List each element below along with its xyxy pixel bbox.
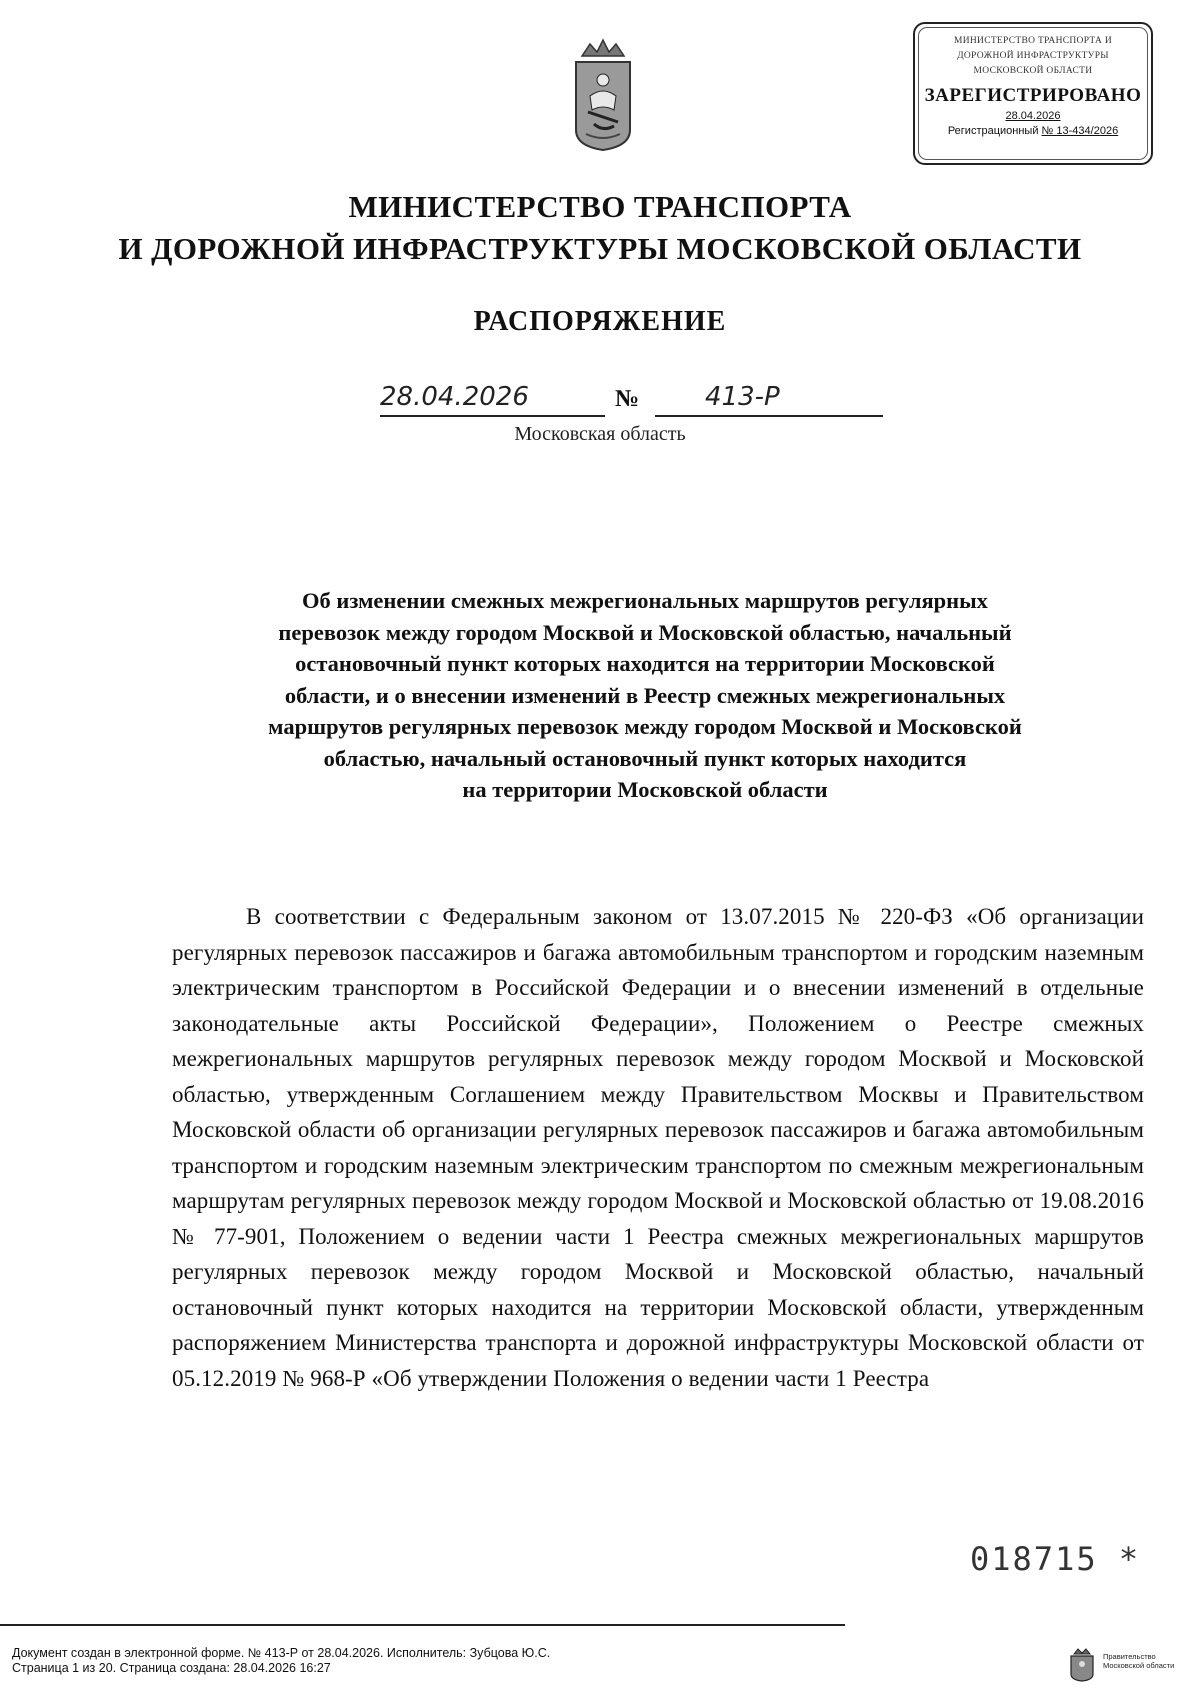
handwritten-number: 413-Р xyxy=(705,382,780,412)
footer-info xyxy=(12,1646,550,1676)
number-underline xyxy=(655,415,883,417)
registration-stamp xyxy=(913,22,1153,165)
date-number-line xyxy=(380,382,890,422)
place-of-issue: Московская область xyxy=(514,423,686,445)
footer-divider xyxy=(0,1624,845,1626)
footer-line-1: Документ создан в электронной форме. № 413-Р от 28.04.2026. Исполнитель: Зубцова Ю.С. xyxy=(12,1646,551,1660)
footer-line-2: Страница 1 из 20. Страница создана: 28.04.2026 16:27 xyxy=(12,1661,331,1675)
subject-line: областью, начальный остановочный пункт которых находится xyxy=(323,745,967,771)
stamp-org-line-3: МОСКОВСКОЙ ОБЛАСТИ xyxy=(973,66,1093,76)
subject-line: перевозок между городом Москвой и Московской областью, начальный xyxy=(278,619,1012,645)
date-underline xyxy=(380,415,605,417)
body-paragraph: В соответствии с Федеральным законом от 13.07.2015 № 220-ФЗ «Об организации регулярных перевозок пассажиров и багажа автомобильным транспортом и городским наземным электрическим транспортом в Российской Федерации и о внесении изменений в отдельные законодательные акты Российской Федерации», Положением о Реестре смежных межрегиональных маршрутов регулярных перевозок между городом Москвой и Московской областью, утвержденным Соглашением между Правительством Москвы и Правительством Московской области об организации регулярных перевозок пассажиров и багажа автомобильным транспортом и городским наземным электрическим транспортом по смежным межрегиональным маршрутам регулярных перевозок между городом Москвой и Московской областью от 19.08.2016 № 77-901, Положением о ведении части 1 Реестра смежных межрегиональных маршрутов регулярных перевозок между городом Москвой и Московской областью, начальный остановочный пункт которых находится на территории Московской области, утвержденным распоряжением Министерства транспорта и дорожной инфраструктуры Московской области от 05.12.2019 № 968-Р «Об утверждении Положения о ведении части 1 Реестра xyxy=(172,904,1144,1391)
stamp-date: 28.04.2026 xyxy=(1005,110,1061,122)
stamp-org-line-1: МИНИСТЕРСТВО ТРАНСПОРТА И xyxy=(953,36,1113,46)
government-emblem-icon xyxy=(1068,1646,1096,1682)
subject-line: на территории Московской области xyxy=(462,777,828,802)
ministry-title-line-2: И ДОРОЖНОЙ ИНФРАСТРУКТУРЫ МОСКОВСКОЙ ОБЛАСТИ xyxy=(118,231,1082,266)
number-sign: № xyxy=(615,386,640,412)
footer-org-line-2: Московской области xyxy=(1103,1661,1175,1670)
footer-org-line-1: Правительство xyxy=(1103,1652,1156,1661)
stamp-status: ЗАРЕГИСТРИРОВАНО xyxy=(924,85,1142,106)
document-type-title: РАСПОРЯЖЕНИЕ xyxy=(473,306,727,337)
coat-of-arms-icon xyxy=(568,34,638,154)
subject-line: области, и о внесении изменений в Реестр смежных межрегиональных xyxy=(284,682,1006,708)
serial-number: 018715 * xyxy=(970,1540,1141,1578)
handwritten-date: 28.04.2026 xyxy=(380,382,529,412)
stamp-reg-label: Регистрационный xyxy=(947,125,1039,137)
stamp-reg-number: № 13-434/2026 xyxy=(1041,125,1119,137)
footer-org-name xyxy=(1103,1652,1193,1670)
stamp-registration xyxy=(915,125,1151,137)
order-subject xyxy=(160,585,1130,806)
subject-line: остановочный пункт которых находится на территории Московской xyxy=(295,651,995,676)
subject-line: маршрутов регулярных перевозок между городом Москвой и Московской xyxy=(268,714,1022,739)
subject-line: Об изменении смежных межрегиональных маршрутов регулярных xyxy=(302,588,988,613)
stamp-org-line-2: ДОРОЖНОЙ ИНФРАСТРУКТУРЫ xyxy=(957,51,1109,61)
ministry-title-line-1: МИНИСТЕРСТВО ТРАНСПОРТА xyxy=(348,189,852,224)
